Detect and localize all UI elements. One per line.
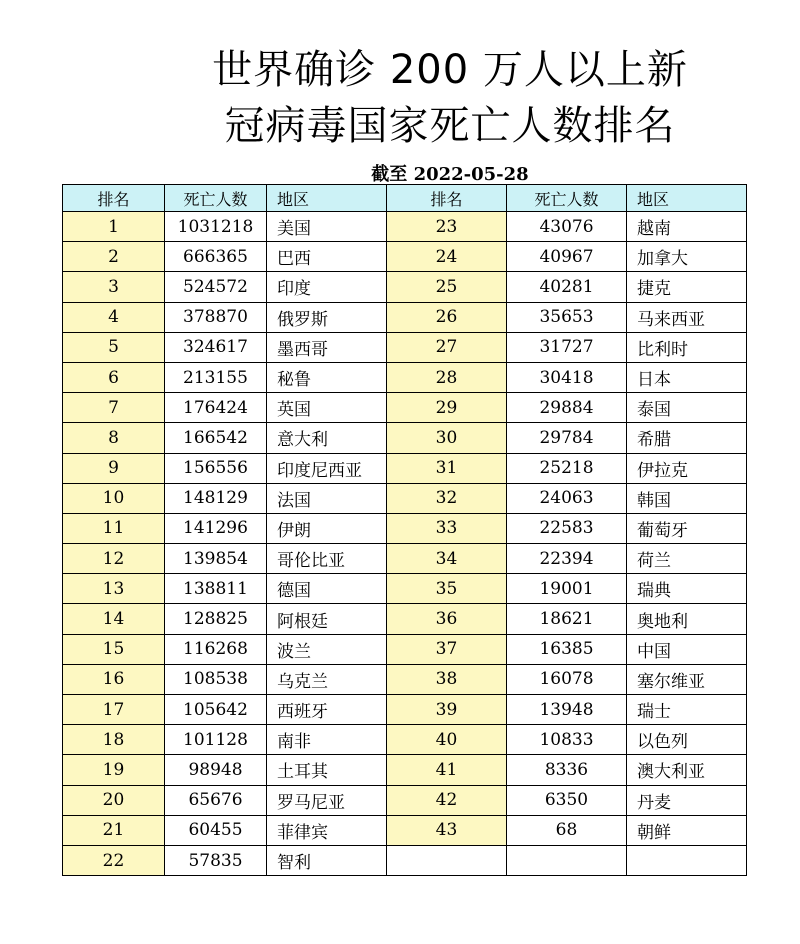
cell-region-2: 奥地利 <box>627 604 747 634</box>
cell-rank-2: 30 <box>387 423 507 453</box>
cell-deaths: 128825 <box>165 604 267 634</box>
cell-rank: 6 <box>63 362 165 392</box>
cell-deaths: 108538 <box>165 664 267 694</box>
cell-rank: 14 <box>63 604 165 634</box>
cell-deaths: 60455 <box>165 815 267 845</box>
cell-region-2: 伊拉克 <box>627 453 747 483</box>
cell-deaths-2: 68 <box>507 815 627 845</box>
cell-region: 菲律宾 <box>267 815 387 845</box>
table-row <box>63 513 747 543</box>
cell-deaths-2: 31727 <box>507 332 627 362</box>
cell-rank: 17 <box>63 695 165 725</box>
header-rank-2: 排名 <box>387 185 507 212</box>
cell-rank-2: 25 <box>387 272 507 302</box>
cell-region-2: 泰国 <box>627 393 747 423</box>
cell-region-2: 马来西亚 <box>627 302 747 332</box>
cell-rank-2: 36 <box>387 604 507 634</box>
cell-deaths-2: 22583 <box>507 513 627 543</box>
table-row <box>63 664 747 694</box>
cell-region-2: 越南 <box>627 212 747 242</box>
cell-rank-2: 33 <box>387 513 507 543</box>
cell-rank: 4 <box>63 302 165 332</box>
cell-deaths: 213155 <box>165 362 267 392</box>
header-rank: 排名 <box>63 185 165 212</box>
cell-region-2: 以色列 <box>627 725 747 755</box>
table-row <box>63 544 747 574</box>
cell-region: 巴西 <box>267 242 387 272</box>
cell-rank-2: 27 <box>387 332 507 362</box>
cell-rank-2: 43 <box>387 815 507 845</box>
cell-deaths: 65676 <box>165 785 267 815</box>
cell-deaths-2: 13948 <box>507 695 627 725</box>
cell-rank-2: 39 <box>387 695 507 725</box>
title-line-1: 世界确诊 200 万人以上新 <box>212 47 688 93</box>
cell-deaths: 666365 <box>165 242 267 272</box>
cell-region: 乌克兰 <box>267 664 387 694</box>
cell-deaths: 98948 <box>165 755 267 785</box>
cell-deaths: 1031218 <box>165 212 267 242</box>
cell-rank-2: 37 <box>387 634 507 664</box>
ranking-table <box>62 184 747 876</box>
table-row <box>63 212 747 242</box>
cell-deaths-2: 30418 <box>507 362 627 392</box>
cell-deaths-2: 25218 <box>507 453 627 483</box>
cell-deaths-2: 10833 <box>507 725 627 755</box>
cell-deaths-2: 8336 <box>507 755 627 785</box>
cell-region-2: 朝鲜 <box>627 815 747 845</box>
table-row <box>63 453 747 483</box>
cell-region-2: 荷兰 <box>627 544 747 574</box>
cell-rank-2: 40 <box>387 725 507 755</box>
cell-rank: 19 <box>63 755 165 785</box>
cell-deaths-2: 40281 <box>507 272 627 302</box>
cell-rank-2: 29 <box>387 393 507 423</box>
cell-region-2: 瑞典 <box>627 574 747 604</box>
cell-deaths-2: 43076 <box>507 212 627 242</box>
cell-region: 哥伦比亚 <box>267 544 387 574</box>
cell-deaths: 378870 <box>165 302 267 332</box>
cell-region: 西班牙 <box>267 695 387 725</box>
cell-region: 罗马尼亚 <box>267 785 387 815</box>
cell-rank-2: 35 <box>387 574 507 604</box>
header-row <box>63 185 747 212</box>
table-row <box>63 332 747 362</box>
cell-region-2: 希腊 <box>627 423 747 453</box>
cell-deaths-2: 22394 <box>507 544 627 574</box>
cell-deaths: 324617 <box>165 332 267 362</box>
cell-region: 美国 <box>267 212 387 242</box>
cell-rank: 9 <box>63 453 165 483</box>
cell-rank: 20 <box>63 785 165 815</box>
table-row <box>63 604 747 634</box>
table-row <box>63 725 747 755</box>
cell-region-2: 韩国 <box>627 483 747 513</box>
cell-rank-2: 32 <box>387 483 507 513</box>
cell-region: 伊朗 <box>267 513 387 543</box>
table-row <box>63 755 747 785</box>
cell-region-2: 葡萄牙 <box>627 513 747 543</box>
table-row <box>63 695 747 725</box>
table-row <box>63 302 747 332</box>
table-row <box>63 785 747 815</box>
cell-region: 德国 <box>267 574 387 604</box>
cell-rank: 7 <box>63 393 165 423</box>
cell-rank: 8 <box>63 423 165 453</box>
cell-deaths-2: 6350 <box>507 785 627 815</box>
cell-rank-2: 38 <box>387 664 507 694</box>
cell-rank: 21 <box>63 815 165 845</box>
cell-rank: 13 <box>63 574 165 604</box>
cell-region: 俄罗斯 <box>267 302 387 332</box>
cell-region: 波兰 <box>267 634 387 664</box>
cell-region: 印度 <box>267 272 387 302</box>
cell-rank-2: 23 <box>387 212 507 242</box>
cell-region: 阿根廷 <box>267 604 387 634</box>
table-row <box>63 423 747 453</box>
header-region: 地区 <box>267 185 387 212</box>
cell-deaths: 176424 <box>165 393 267 423</box>
cell-rank-2: 42 <box>387 785 507 815</box>
cell-region-2 <box>627 845 747 875</box>
header-deaths: 死亡人数 <box>165 185 267 212</box>
cell-region-2: 丹麦 <box>627 785 747 815</box>
cell-region: 印度尼西亚 <box>267 453 387 483</box>
cell-region: 英国 <box>267 393 387 423</box>
date-subtitle: 截至 2022-05-28 <box>371 164 529 185</box>
cell-rank: 2 <box>63 242 165 272</box>
cell-rank: 22 <box>63 845 165 875</box>
cell-deaths: 105642 <box>165 695 267 725</box>
cell-deaths-2: 19001 <box>507 574 627 604</box>
cell-rank-2: 31 <box>387 453 507 483</box>
cell-deaths-2: 29784 <box>507 423 627 453</box>
cell-region: 南非 <box>267 725 387 755</box>
cell-region: 意大利 <box>267 423 387 453</box>
cell-region-2: 澳大利亚 <box>627 755 747 785</box>
cell-deaths: 57835 <box>165 845 267 875</box>
cell-deaths: 141296 <box>165 513 267 543</box>
cell-region-2: 中国 <box>627 634 747 664</box>
table-row <box>63 242 747 272</box>
cell-region-2: 捷克 <box>627 272 747 302</box>
table-row <box>63 845 747 875</box>
cell-deaths: 148129 <box>165 483 267 513</box>
table-row <box>63 362 747 392</box>
cell-deaths: 139854 <box>165 544 267 574</box>
cell-rank: 10 <box>63 483 165 513</box>
cell-region-2: 日本 <box>627 362 747 392</box>
cell-rank: 18 <box>63 725 165 755</box>
cell-deaths-2: 24063 <box>507 483 627 513</box>
cell-region: 土耳其 <box>267 755 387 785</box>
cell-region-2: 瑞士 <box>627 695 747 725</box>
header-region-2: 地区 <box>627 185 747 212</box>
cell-region: 墨西哥 <box>267 332 387 362</box>
cell-deaths-2: 40967 <box>507 242 627 272</box>
cell-deaths-2: 16078 <box>507 664 627 694</box>
cell-deaths-2: 29884 <box>507 393 627 423</box>
cell-rank: 3 <box>63 272 165 302</box>
cell-region-2: 比利时 <box>627 332 747 362</box>
cell-rank-2: 24 <box>387 242 507 272</box>
cell-deaths-2: 16385 <box>507 634 627 664</box>
table-row <box>63 483 747 513</box>
cell-rank-2: 26 <box>387 302 507 332</box>
cell-region: 秘鲁 <box>267 362 387 392</box>
cell-rank: 15 <box>63 634 165 664</box>
cell-deaths: 138811 <box>165 574 267 604</box>
cell-deaths: 166542 <box>165 423 267 453</box>
cell-rank: 11 <box>63 513 165 543</box>
cell-rank: 5 <box>63 332 165 362</box>
table-row <box>63 574 747 604</box>
cell-rank-2: 41 <box>387 755 507 785</box>
cell-region-2: 塞尔维亚 <box>627 664 747 694</box>
cell-rank: 16 <box>63 664 165 694</box>
cell-deaths: 524572 <box>165 272 267 302</box>
title-line-2: 冠病毒国家死亡人数排名 <box>224 103 676 149</box>
cell-region-2: 加拿大 <box>627 242 747 272</box>
cell-rank-2: 28 <box>387 362 507 392</box>
cell-deaths-2 <box>507 845 627 875</box>
cell-rank: 1 <box>63 212 165 242</box>
cell-deaths: 101128 <box>165 725 267 755</box>
cell-deaths: 116268 <box>165 634 267 664</box>
cell-deaths-2: 35653 <box>507 302 627 332</box>
cell-rank-2: 34 <box>387 544 507 574</box>
header-deaths-2: 死亡人数 <box>507 185 627 212</box>
table-body <box>63 212 747 876</box>
cell-rank-2 <box>387 845 507 875</box>
table-row <box>63 634 747 664</box>
cell-region: 法国 <box>267 483 387 513</box>
table-row <box>63 815 747 845</box>
cell-deaths-2: 18621 <box>507 604 627 634</box>
cell-deaths: 156556 <box>165 453 267 483</box>
cell-rank: 12 <box>63 544 165 574</box>
table-row <box>63 272 747 302</box>
table-row <box>63 393 747 423</box>
cell-region: 智利 <box>267 845 387 875</box>
